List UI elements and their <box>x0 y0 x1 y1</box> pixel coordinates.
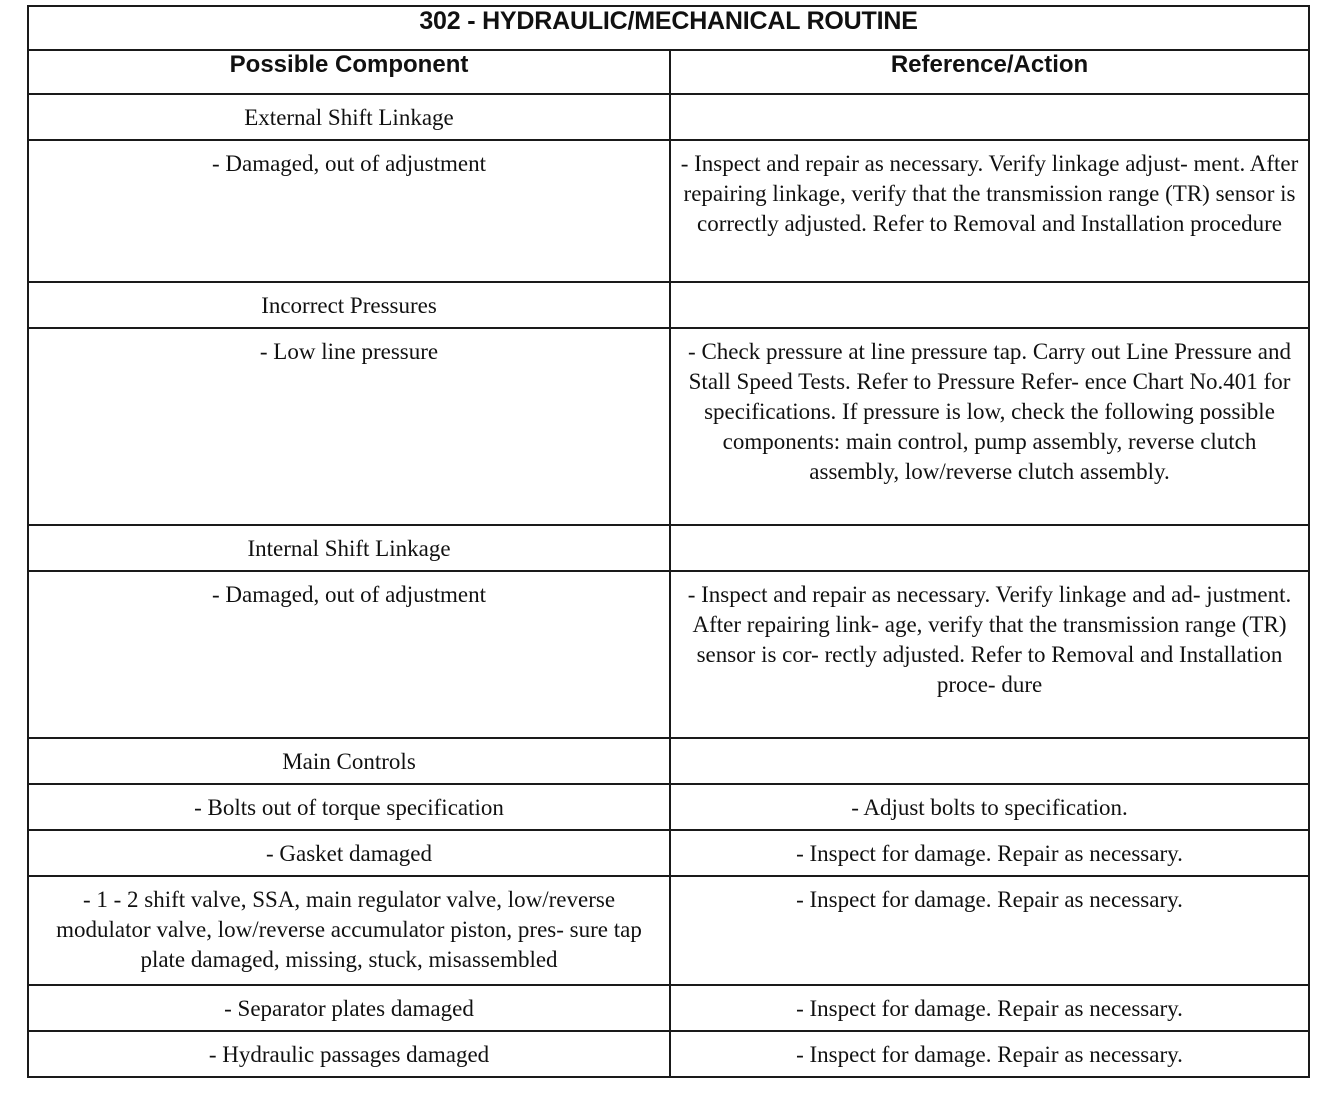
component-text: - Damaged, out of adjustment <box>211 151 486 176</box>
component-text: Incorrect Pressures <box>261 293 437 318</box>
action-text <box>671 95 1308 109</box>
component-text: Main Controls <box>282 749 416 774</box>
table-row <box>28 282 1309 328</box>
action-text: - Inspect for damage. Repair as necessary. <box>796 1042 1183 1067</box>
table-row <box>28 525 1309 571</box>
component-cell <box>28 328 670 525</box>
component-cell <box>28 985 670 1031</box>
action-cell <box>670 830 1309 876</box>
action-cell <box>670 571 1309 738</box>
table-title: 302 - HYDRAULIC/MECHANICAL ROUTINE <box>28 6 1309 50</box>
component-cell <box>28 525 670 571</box>
component-cell <box>28 571 670 738</box>
component-text: - Bolts out of torque specification <box>194 795 504 820</box>
column-header-action: Reference/Action <box>670 50 1309 94</box>
table-row <box>28 94 1309 140</box>
component-cell <box>28 1031 670 1077</box>
action-text: - Inspect and repair as necessary. Verify linkage and ad- justment. After repairing link- age, verify that the transmission range (TR) sensor is cor- rectly adjusted. Refer to Removal and Installation proce- dure <box>687 582 1292 697</box>
column-header-component: Possible Component <box>28 50 670 94</box>
component-cell <box>28 784 670 830</box>
action-cell <box>670 784 1309 830</box>
component-cell <box>28 94 670 140</box>
action-cell <box>670 328 1309 525</box>
component-text: - Hydraulic passages damaged <box>208 1042 490 1067</box>
component-text: - Low line pressure <box>259 339 439 364</box>
component-cell <box>28 876 670 985</box>
action-cell <box>670 876 1309 985</box>
component-text: Internal Shift Linkage <box>247 536 451 561</box>
action-cell <box>670 525 1309 571</box>
table-row <box>28 571 1309 738</box>
action-cell <box>670 985 1309 1031</box>
component-text: - Damaged, out of adjustment <box>211 582 486 607</box>
component-text: - Gasket damaged <box>265 841 433 866</box>
table-row <box>28 830 1309 876</box>
action-cell <box>670 94 1309 140</box>
table-row <box>28 876 1309 985</box>
action-cell <box>670 1031 1309 1077</box>
action-text: - Inspect and repair as necessary. Verify linkage adjust- ment. After repairing linkage, verify that the transmission range (TR) sensor is correctly adjusted. Refer to Removal and Installation procedure <box>680 151 1299 236</box>
component-cell <box>28 282 670 328</box>
table-row <box>28 738 1309 784</box>
action-text: - Inspect for damage. Repair as necessary. <box>796 841 1183 866</box>
component-cell <box>28 140 670 282</box>
component-cell <box>28 830 670 876</box>
action-cell <box>670 140 1309 282</box>
table-row <box>28 985 1309 1031</box>
action-text <box>671 283 1308 297</box>
component-text: - Separator plates damaged <box>224 996 474 1021</box>
table-row <box>28 140 1309 282</box>
component-text: - 1 - 2 shift valve, SSA, main regulator valve, low/reverse modulator valve, low/reverse accumulator piston, pres- sure tap plate damaged, missing, stuck, misassembled <box>56 887 642 972</box>
action-cell <box>670 738 1309 784</box>
component-cell <box>28 738 670 784</box>
action-text: - Check pressure at line pressure tap. Carry out Line Pressure and Stall Speed Tests. Refer to Pressure Refer- ence Chart No.401 for specifications. If pressure is low, check the following possible components: main control, pump assembly, reverse clutch assembly, low/reverse clutch assembly. <box>688 339 1291 484</box>
table-row <box>28 784 1309 830</box>
action-text: - Inspect for damage. Repair as necessary. <box>796 887 1183 912</box>
hydraulic-mechanical-routine-table <box>27 5 1310 1078</box>
action-text <box>671 526 1308 540</box>
action-text: - Adjust bolts to specification. <box>851 795 1128 820</box>
table-row <box>28 328 1309 525</box>
action-text <box>671 739 1308 753</box>
action-cell <box>670 282 1309 328</box>
action-text: - Inspect for damage. Repair as necessary. <box>796 996 1183 1021</box>
table-row <box>28 1031 1309 1077</box>
component-text: External Shift Linkage <box>244 105 454 130</box>
